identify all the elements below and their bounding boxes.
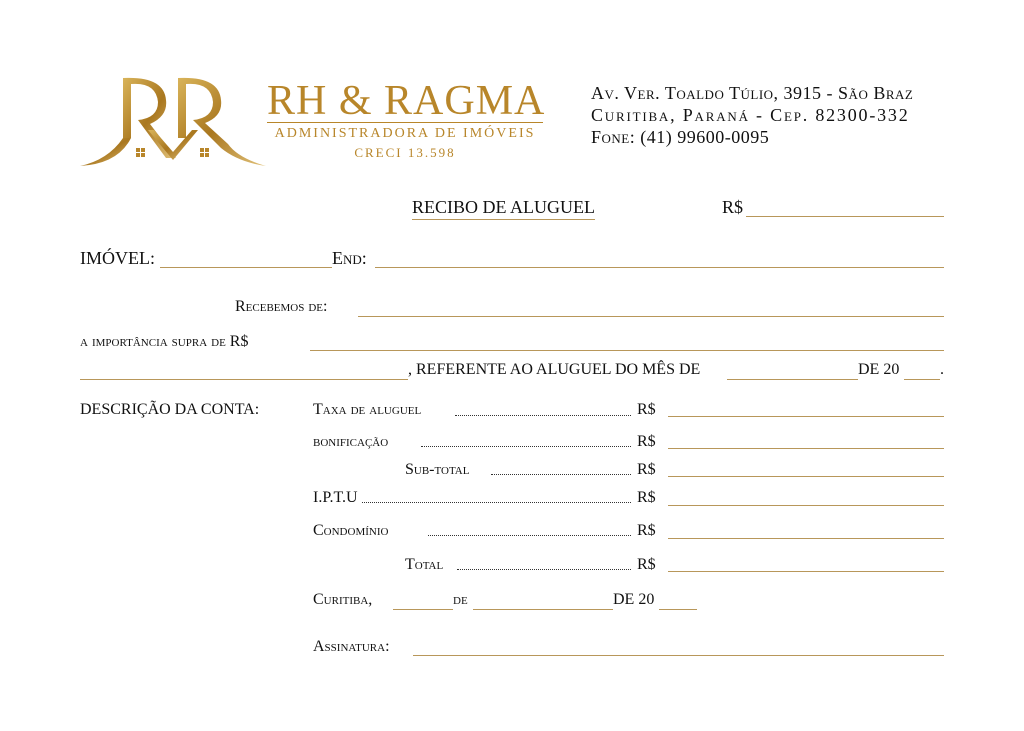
property-field-line[interactable]	[160, 267, 332, 268]
item-label-subtotal: Sub-total	[405, 461, 470, 478]
company-subtitle: ADMINISTRADORA DE IMÓVEIS	[274, 126, 536, 141]
date-city-label: Curitiba,	[313, 591, 373, 608]
company-name: RH & RAGMA	[267, 78, 546, 124]
reference-year-field-line[interactable]	[904, 379, 940, 380]
amount-currency-label: R$	[722, 197, 744, 217]
item-currency-subtotal: R$	[637, 461, 656, 478]
address-line-2: Curitiba, Paraná - Cep. 82300-332	[591, 105, 910, 125]
item-field-condo[interactable]	[668, 538, 944, 539]
item-label-iptu: I.P.T.U	[313, 489, 358, 506]
amount-text-label: a importância supra de R$	[80, 333, 249, 350]
address-line-1: Av. Ver. Toaldo Túlio, 3915 - São Braz	[591, 83, 914, 103]
item-currency-condo: R$	[637, 522, 656, 539]
receipt-title: RECIBO DE ALUGUEL	[412, 197, 595, 220]
date-year-label: DE 20	[613, 591, 655, 608]
item-field-bonus[interactable]	[668, 448, 944, 449]
item-field-subtotal[interactable]	[668, 476, 944, 477]
item-label-rent: Taxa de aluguel	[313, 401, 422, 418]
reference-label: , REFERENTE AO ALUGUEL DO MÊS DE	[408, 361, 701, 378]
date-day-field-line[interactable]	[393, 609, 453, 610]
item-leader-subtotal	[491, 474, 631, 475]
received-from-field-line[interactable]	[358, 316, 944, 317]
item-label-bonus: bonificação	[313, 433, 389, 450]
item-leader-iptu	[362, 502, 631, 503]
date-de-label: de	[453, 591, 468, 608]
date-month-field-line[interactable]	[473, 609, 613, 610]
item-leader-bonus	[421, 446, 631, 447]
description-label: DESCRIÇÃO DA CONTA:	[80, 401, 260, 418]
company-creci: CRECI 13.598	[354, 145, 456, 160]
received-from-label: Recebemos de:	[235, 298, 328, 315]
item-currency-bonus: R$	[637, 433, 656, 450]
item-currency-rent: R$	[637, 401, 656, 418]
item-currency-iptu: R$	[637, 489, 656, 506]
item-label-condo: Condomínio	[313, 522, 389, 539]
item-field-total[interactable]	[668, 571, 944, 572]
property-label: IMÓVEL:	[80, 248, 155, 268]
amount-text-continued-line[interactable]	[80, 379, 408, 380]
item-field-iptu[interactable]	[668, 505, 944, 506]
signature-field-line[interactable]	[413, 655, 944, 656]
item-field-rent[interactable]	[668, 416, 944, 417]
item-label-total: Total	[405, 556, 444, 573]
address-field-line[interactable]	[375, 267, 944, 268]
item-currency-total: R$	[637, 556, 656, 573]
item-leader-total	[457, 569, 631, 570]
amount-text-field-line[interactable]	[310, 350, 944, 351]
month-field-line[interactable]	[727, 379, 858, 380]
brand-divider	[267, 122, 543, 123]
address-label: End:	[332, 248, 367, 268]
reference-period: .	[940, 361, 944, 378]
reference-year-label: DE 20	[858, 361, 900, 378]
company-logo-mark	[78, 68, 268, 170]
phone-line: Fone: (41) 99600-0095	[591, 127, 770, 147]
item-leader-rent	[455, 415, 631, 416]
date-year-field-line[interactable]	[659, 609, 697, 610]
amount-field-line[interactable]	[746, 216, 944, 217]
item-leader-condo	[428, 535, 631, 536]
signature-label: Assinatura:	[313, 638, 390, 655]
